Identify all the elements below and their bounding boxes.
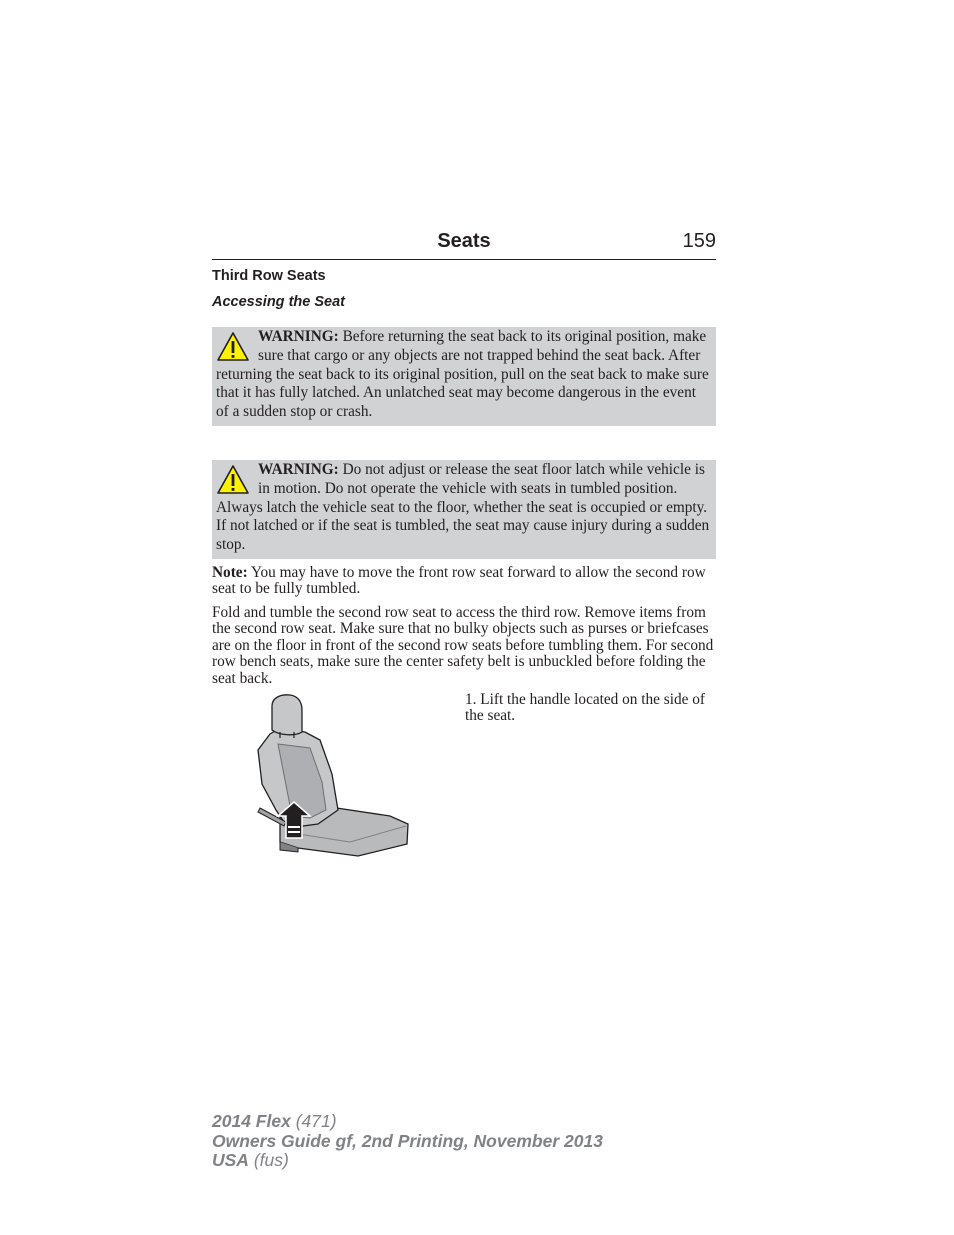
seat-handle-illustration [250, 692, 412, 857]
warning-label: WARNING: [258, 461, 339, 478]
footer-line-3 [212, 1151, 603, 1171]
warning-label: WARNING: [258, 328, 339, 345]
footer-guide: Owners Guide gf, 2nd Printing, November 2013 [212, 1130, 603, 1151]
note-text: You may have to move the front row seat forward to allow the second row seat to be fully tumbled. [212, 564, 706, 598]
footer-region-code: (fus) [253, 1150, 289, 1170]
section-heading: Third Row Seats [212, 268, 326, 284]
footer-region: USA [212, 1150, 249, 1170]
warning-triangle-icon [216, 331, 250, 363]
warning-triangle-icon [216, 464, 250, 496]
footer-model: 2014 Flex [212, 1111, 291, 1131]
warning-box-1 [212, 327, 716, 426]
warning-text: Do not adjust or release the seat floor latch while vehicle is in motion. Do not operate the vehicle with seats in tumbled position. Always latch the vehicle seat to the floor, whether the seat is occupied or empty. If not latched or if the seat is tumbled, the seat may cause injury during a sudden stop. [216, 461, 710, 554]
subsection-heading: Accessing the Seat [212, 294, 345, 310]
step-1-text: 1. Lift the handle located on the side of the seat. [465, 691, 705, 725]
warning-text: Before returning the seat back to its original position, make sure that cargo or any objects are not trapped behind the seat back. After returning the seat back to its original position, pull on the seat back to make sure that it has fully latched. An unlatched seat may become dangerous in the event of a sudden stop or crash. [216, 328, 709, 421]
footer-model-code: (471) [295, 1111, 337, 1131]
page-footer [212, 1112, 603, 1171]
footer-line-1 [212, 1112, 603, 1132]
page-header [212, 228, 716, 260]
warning-box-2 [212, 460, 716, 559]
note-label: Note: [212, 564, 248, 581]
page-number: 159 [682, 230, 716, 252]
note-paragraph [212, 565, 718, 598]
body-paragraph: Fold and tumble the second row seat to access the third row. Remove items from the second row seat. Make sure that no bulky objects such as purses or briefcases are on the floor in front of the second row seats before tumbling them. For second row bench seats, make sure the center safety belt is unbuckled before folding the seat back. [212, 604, 714, 687]
chapter-title: Seats [437, 230, 491, 252]
